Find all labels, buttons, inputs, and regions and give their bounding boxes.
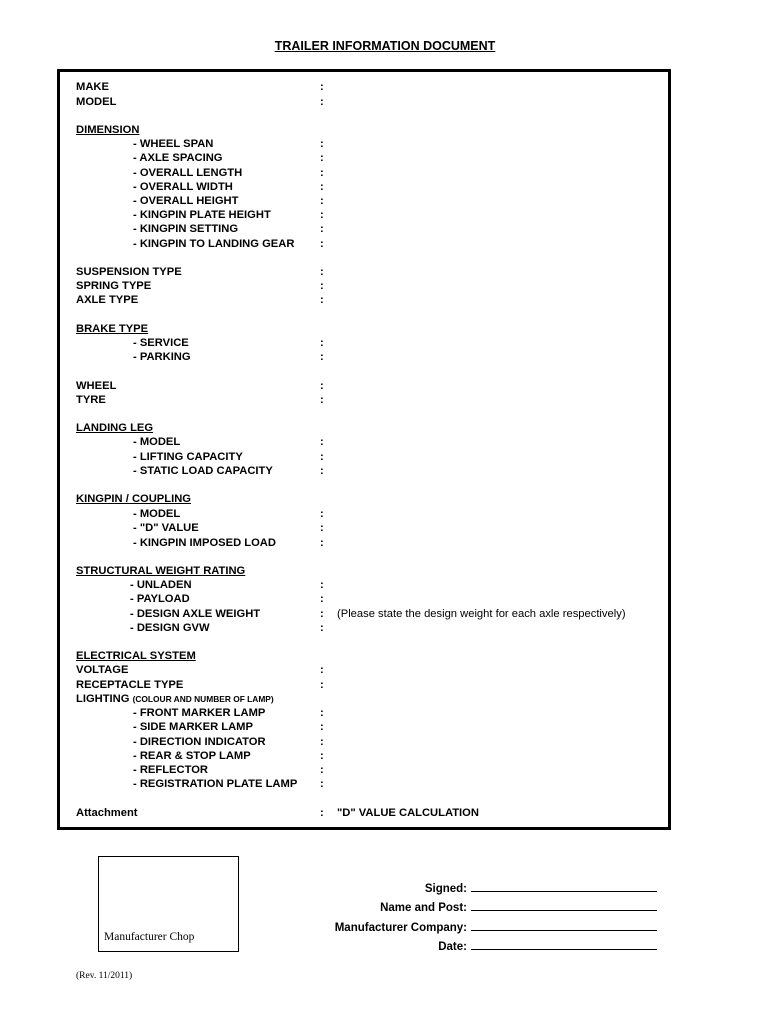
colon: : — [320, 351, 324, 363]
colon: : — [320, 622, 324, 634]
kingpin-item: - "D" VALUE — [133, 522, 199, 534]
date-field[interactable] — [471, 939, 657, 950]
lighting-item: - REFLECTOR — [133, 764, 208, 776]
voltage-label: VOLTAGE — [76, 664, 129, 676]
lighting-text: LIGHTING — [76, 693, 130, 705]
landing-leg-header: LANDING LEG — [76, 422, 154, 434]
wheel-label: WHEEL — [76, 380, 117, 392]
dimension-item: - OVERALL WIDTH — [133, 181, 233, 193]
colon: : — [320, 138, 324, 150]
make-label: MAKE — [76, 81, 109, 93]
kingpin-item: - KINGPIN IMPOSED LOAD — [133, 537, 276, 549]
landing-leg-item: - STATIC LOAD CAPACITY — [133, 465, 273, 477]
spring-type-label: SPRING TYPE — [76, 280, 152, 292]
colon: : — [320, 764, 324, 776]
colon: : — [320, 337, 324, 349]
colon: : — [320, 96, 324, 108]
colon: : — [320, 465, 324, 477]
colon: : — [320, 679, 324, 691]
company-row — [335, 920, 657, 934]
swr-item: - DESIGN GVW — [130, 622, 210, 634]
suspension-type-label: SUSPENSION TYPE — [76, 266, 182, 278]
lighting-item: - DIRECTION INDICATOR — [133, 736, 266, 748]
colon: : — [320, 522, 324, 534]
signed-label: Signed: — [424, 883, 467, 895]
swr-item: - DESIGN AXLE WEIGHT — [130, 608, 261, 620]
swr-item: - PAYLOAD — [130, 593, 190, 605]
name-post-field[interactable] — [471, 900, 657, 911]
company-field[interactable] — [471, 920, 657, 931]
lighting-item: - REAR & STOP LAMP — [133, 750, 251, 762]
lighting-label — [76, 692, 274, 706]
lighting-item: - FRONT MARKER LAMP — [133, 707, 266, 719]
colon: : — [320, 736, 324, 748]
date-label: Date: — [438, 941, 467, 953]
landing-leg-item: - LIFTING CAPACITY — [133, 451, 243, 463]
colon: : — [320, 238, 324, 250]
colon: : — [320, 167, 324, 179]
colon: : — [320, 508, 324, 520]
colon: : — [320, 608, 324, 620]
kingpin-item: - MODEL — [133, 508, 181, 520]
colon: : — [320, 807, 324, 819]
colon: : — [320, 664, 324, 676]
document-title: TRAILER INFORMATION DOCUMENT — [274, 39, 496, 53]
brake-type-header: BRAKE TYPE — [76, 323, 149, 335]
manufacturer-chop-label: Manufacturer Chop — [104, 931, 195, 943]
swr-item: - UNLADEN — [130, 579, 192, 591]
colon: : — [320, 195, 324, 207]
colon: : — [320, 181, 324, 193]
attachment-value: "D" VALUE CALCULATION — [337, 807, 479, 819]
colon: : — [320, 451, 324, 463]
colon: : — [320, 152, 324, 164]
dimension-item: - OVERALL HEIGHT — [133, 195, 239, 207]
colon: : — [320, 537, 324, 549]
receptacle-type-label: RECEPTACLE TYPE — [76, 679, 184, 691]
colon: : — [320, 750, 324, 762]
lighting-note: (COLOUR AND NUMBER OF LAMP) — [132, 694, 274, 704]
company-label: Manufacturer Company: — [334, 922, 467, 934]
design-weight-note: (Please state the design weight for each axle respectively) — [337, 608, 626, 620]
colon: : — [320, 707, 324, 719]
colon: : — [320, 280, 324, 292]
colon: : — [320, 223, 324, 235]
lighting-item: - SIDE MARKER LAMP — [133, 721, 253, 733]
colon: : — [320, 579, 324, 591]
lighting-item: - REGISTRATION PLATE LAMP — [133, 778, 298, 790]
dimension-item: - WHEEL SPAN — [133, 138, 214, 150]
dimension-item: - KINGPIN PLATE HEIGHT — [133, 209, 271, 221]
colon: : — [320, 380, 324, 392]
colon: : — [320, 721, 324, 733]
kingpin-coupling-header: KINGPIN / COUPLING — [76, 493, 191, 505]
colon: : — [320, 81, 324, 93]
landing-leg-item: - MODEL — [133, 436, 181, 448]
dimension-item: - OVERALL LENGTH — [133, 167, 243, 179]
colon: : — [320, 593, 324, 605]
date-row — [438, 939, 657, 953]
name-post-label: Name and Post: — [380, 902, 467, 914]
signed-field[interactable] — [471, 881, 657, 892]
brake-item: - PARKING — [133, 351, 191, 363]
colon: : — [320, 209, 324, 221]
dimension-header: DIMENSION — [76, 124, 140, 136]
colon: : — [320, 778, 324, 790]
tyre-label: TYRE — [76, 394, 106, 406]
axle-type-label: AXLE TYPE — [76, 294, 139, 306]
revision-note: (Rev. 11/2011) — [76, 971, 133, 981]
model-label: MODEL — [76, 96, 117, 108]
name-post-row — [380, 900, 657, 914]
dimension-item: - KINGPIN TO LANDING GEAR — [133, 238, 295, 250]
structural-weight-rating-header: STRUCTURAL WEIGHT RATING — [76, 565, 246, 577]
signed-row — [425, 881, 657, 895]
colon: : — [320, 436, 324, 448]
dimension-item: - KINGPIN SETTING — [133, 223, 239, 235]
colon: : — [320, 394, 324, 406]
electrical-system-header: ELECTRICAL SYSTEM — [76, 650, 196, 662]
attachment-label: Attachment — [76, 807, 138, 819]
colon: : — [320, 294, 324, 306]
colon: : — [320, 266, 324, 278]
brake-item: - SERVICE — [133, 337, 189, 349]
dimension-item: - AXLE SPACING — [133, 152, 223, 164]
